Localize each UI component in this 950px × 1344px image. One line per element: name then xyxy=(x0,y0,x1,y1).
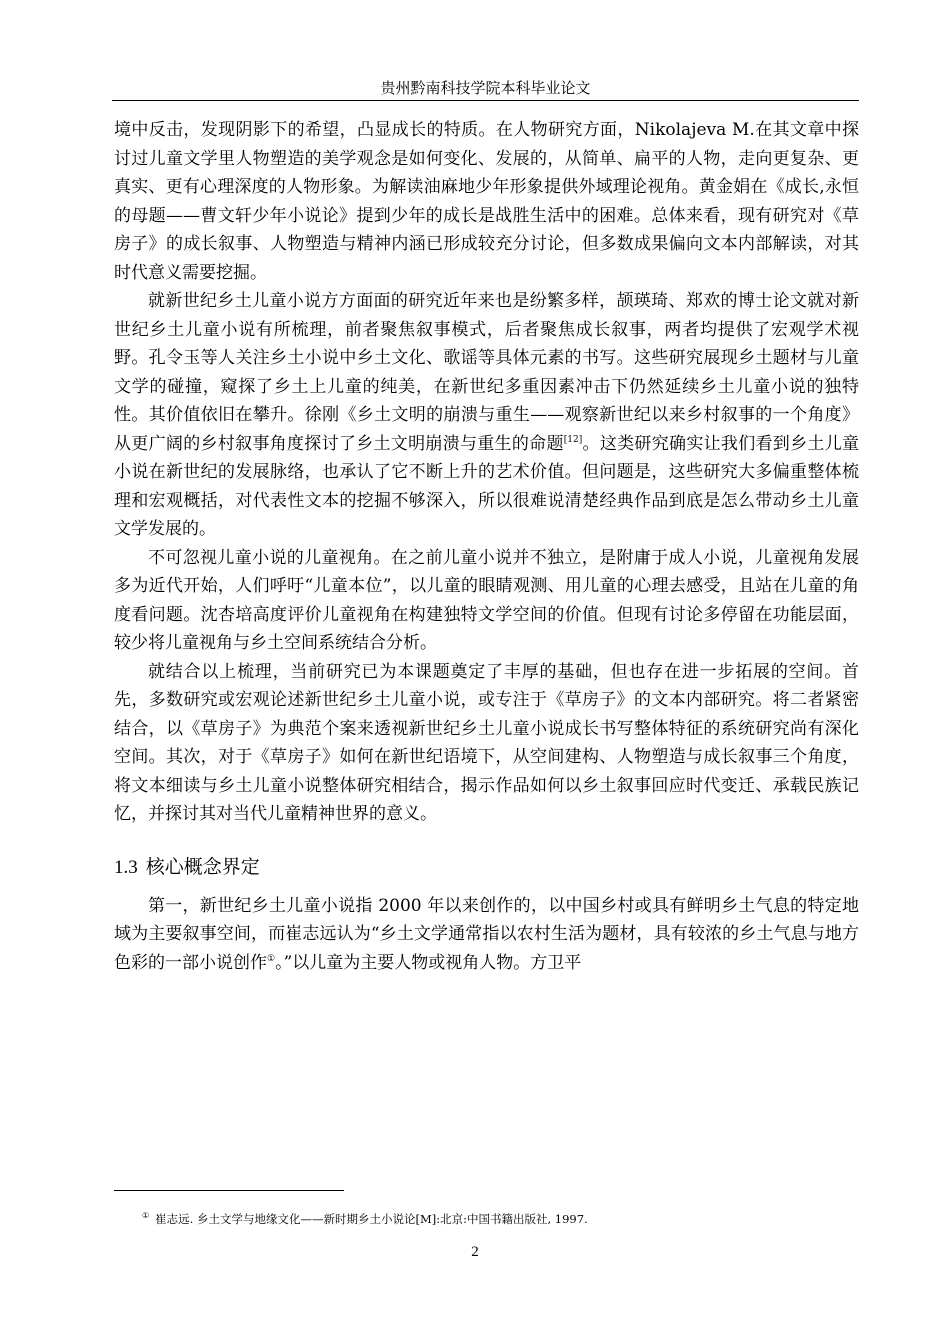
section-heading xyxy=(114,853,859,882)
footnote-number: ① xyxy=(142,1211,150,1220)
header-rule xyxy=(112,100,859,101)
citation-ref: [12] xyxy=(563,434,583,445)
paragraph-5-part-1: 第一，新世纪乡土儿童小说指 2000 年以来创作的，以中国乡村或具有鲜明乡土气息的特定地域为主要叙事空间，而崔志远认为“乡土文学通常指以农村生活为题材，具有较浓的乡土气息与地方色彩的一部小说创作 xyxy=(114,895,859,973)
body-text xyxy=(114,116,859,977)
paragraph-5 xyxy=(114,892,859,978)
paragraph-2-part-2: 。这类研究确实让我们看到乡土儿童小说在新世纪的发展脉络，也承认了它不断上升的艺术价值。但问题是，这些研究大多偏重整体梳理和宏观概括，对代表性文本的挖掘不够深入，所以很难说清楚经典作品到底是怎么带动乡土儿童文学发展的。 xyxy=(114,433,860,539)
paragraph-5-part-2: 。”以儿童为主要人物或视角人物。方卫平 xyxy=(275,952,582,973)
footnote-text: 崔志远. 乡土文学与地缘文化——新时期乡土小说论[M]:北京:中国书籍出版社, 1997. xyxy=(155,1212,588,1226)
paragraph-2-part-1: 就新世纪乡土儿童小说方方面面的研究近年来也是纷繁多样，颉瑛琦、郑欢的博士论文就对新世纪乡土儿童小说有所梳理，前者聚焦叙事模式，后者聚焦成长叙事，两者均提供了宏观学术视野。孔令玉等人关注乡土小说中乡土文化、歌谣等具体元素的书写。这些研究展现乡土题材与儿童文学的碰撞，窥探了乡土上儿童的纯美，在新世纪多重因素冲击下仍然延续乡土儿童小说的独特性。其价值依旧在攀升。徐刚《乡土文明的崩溃与重生——观察新世纪以来乡村叙事的一个角度》从更广阔的乡村叙事角度探讨了乡土文明崩溃与重生的命题 xyxy=(114,291,859,454)
paragraph-2 xyxy=(114,287,859,544)
running-header: 贵州黔南科技学院本科毕业论文 xyxy=(380,79,591,97)
paragraph-1: 境中反击，发现阴影下的希望，凸显成长的特质。在人物研究方面，Nikolajeva M.在其文章中探讨过儿童文学里人物塑造的美学观念是如何变化、发展的，从简单、扁平的人物，走向更复杂、更真实、更有心理深度的人物形象。为解读油麻地少年形象提供外域理论视角。黄金娟在《成长,永恒的母题——曹文轩少年小说论》提到少年的成长是战胜生活中的困难。总体来看，现有研究对《草房子》的成长叙事、人物塑造与精神内涵已形成较充分讨论，但多数成果偏向文本内部解读，对其时代意义需要挖掘。 xyxy=(114,120,859,283)
paragraph-3: 不可忽视儿童小说的儿童视角。在之前儿童小说并不独立，是附庸于成人小说，儿童视角发展多为近代开始，人们呼吁“儿童本位”，以儿童的眼睛观测、用儿童的心理去感受，且站在儿童的角度看问题。沈杏培高度评价儿童视角在构建独特文学空间的价值。但现有讨论多停留在功能层面，较少将儿童视角与乡土空间系统结合分析。 xyxy=(114,547,859,653)
footnote-mark: ① xyxy=(267,953,276,964)
footnote xyxy=(142,1211,842,1227)
page-number: 2 xyxy=(471,1244,479,1260)
paragraph-4: 就结合以上梳理，当前研究已为本课题奠定了丰厚的基础，但也存在进一步拓展的空间。首先，多数研究或宏观论述新世纪乡土儿童小说，或专注于《草房子》的文本内部研究。将二者紧密结合，以《草房子》为典范个案来透视新世纪乡土儿童小说成长书写整体特征的系统研究尚有深化空间。其次，对于《草房子》如何在新世纪语境下，从空间建构、人物塑造与成长叙事三个角度，将文本细读与乡土儿童小说整体研究相结合，揭示作品如何以乡土叙事回应时代变迁、承载民族记忆，并探讨其对当代儿童精神世界的意义。 xyxy=(114,661,859,824)
section-number: 1.3 xyxy=(114,856,138,878)
section-title: 核心概念界定 xyxy=(145,855,260,878)
footnote-rule xyxy=(114,1190,344,1191)
